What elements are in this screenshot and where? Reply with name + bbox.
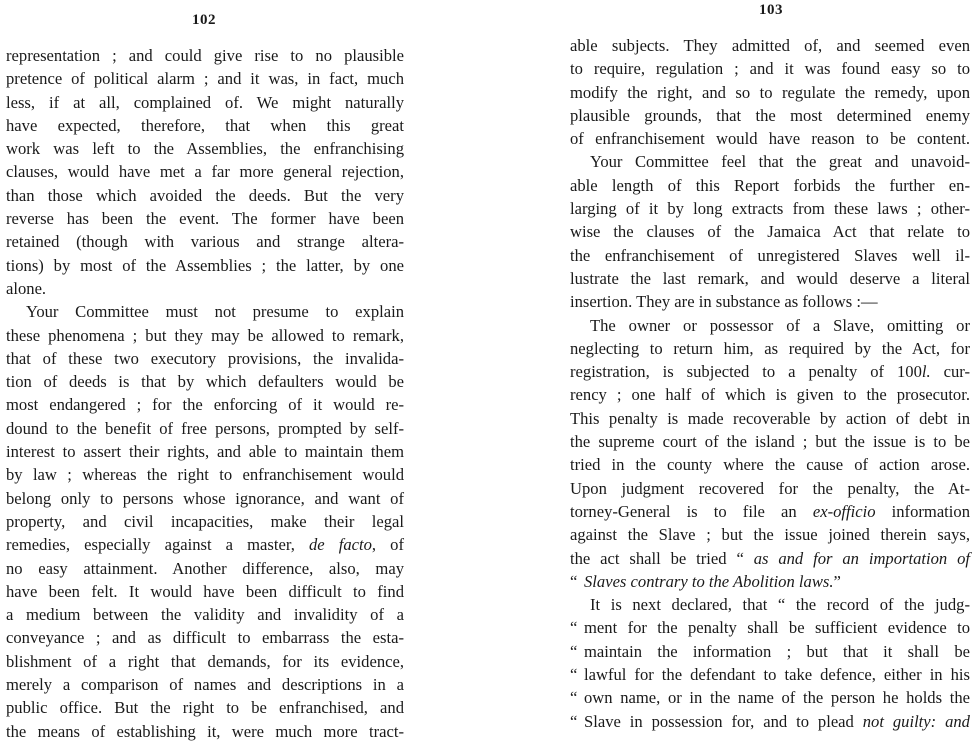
text-line: [570, 523, 970, 546]
line-text: wise the clauses of the Jamaica Act that relate to: [570, 222, 970, 242]
line-italic: ex-officio: [812, 501, 876, 521]
line-text: tion of deeds is that by which defaulters would be: [6, 372, 404, 392]
page-body-text: [570, 34, 970, 733]
text-line: [570, 220, 970, 243]
line-text: work was left to the Assemblies, the enfranchising: [6, 139, 404, 159]
line-text: able length of this Report forbids the further en-: [570, 175, 970, 195]
text-line: [6, 254, 404, 277]
text-line: [570, 34, 970, 57]
text-line: [6, 580, 404, 603]
text-line: [6, 44, 404, 67]
line-text: the supreme court of the island ; but the issue is to be: [570, 432, 970, 452]
line-text: public office. But the right to be enfranchised, and: [6, 698, 404, 718]
line-text: tions) by most of the Assemblies ; the latter, by one: [6, 255, 404, 275]
line-quote: “: [570, 571, 578, 591]
line-text: most endangered ; for the enforcing of it would re-: [6, 395, 404, 415]
line-italic: de facto: [308, 535, 372, 555]
line-pre: remedies, especially against a master,: [6, 535, 309, 555]
line-text: tried in the county where the cause of action arose.: [570, 455, 970, 475]
line-text: no easy attainment. Another difference, also, may: [6, 558, 404, 578]
text-line: [6, 696, 404, 719]
text-line: [6, 603, 404, 626]
text-line: [6, 160, 404, 183]
text-line: [6, 207, 404, 230]
line-pre: torney-General is to file an: [570, 501, 813, 521]
text-line: [6, 650, 404, 673]
line-italic: Slaves contrary to the Abolition laws.: [584, 571, 834, 591]
line-text: able subjects. They admitted of, and seemed even: [570, 36, 970, 55]
text-line: [570, 500, 970, 523]
line-quote: “: [570, 711, 578, 731]
text-line: [570, 290, 970, 313]
line-post: information: [875, 501, 970, 521]
text-line: [6, 91, 404, 114]
text-line: [570, 150, 970, 173]
text-line: [6, 347, 404, 370]
text-line: [570, 407, 970, 430]
line-text: reverse has been the event. The former have been: [6, 209, 404, 229]
text-line: [570, 453, 970, 476]
line-text: a medium between the validity and invalidity of a: [6, 605, 404, 625]
line-text: lustrate the last remark, and would deserve a literal: [570, 268, 970, 288]
text-line: [6, 440, 404, 463]
text-line: [6, 463, 404, 486]
line-text: against the Slave ; but the issue joined therein says,: [570, 525, 970, 545]
line-text: Your Committee feel that the great and unavoid-: [590, 152, 970, 172]
text-line: [570, 244, 970, 267]
text-line: [570, 360, 970, 383]
text-line: [570, 593, 970, 616]
text-line: [570, 174, 970, 197]
text-line: [570, 663, 970, 686]
text-line: [6, 533, 404, 556]
line-post: cur-: [930, 362, 970, 382]
text-line: [570, 686, 970, 709]
text-line: [6, 626, 404, 649]
line-text: property, and civil incapacities, make their legal: [6, 511, 404, 531]
line-text: these phenomena ; but they may be allowed to remark,: [6, 325, 404, 345]
text-line: [6, 137, 404, 160]
line-text: blishment of a right that demands, for its evidence,: [6, 651, 404, 671]
text-line: [570, 640, 970, 663]
text-line: [6, 720, 404, 743]
line-text: of enfranchisement would have reason to be content.: [570, 129, 970, 149]
line-text: clauses, would have met a far more general rejection,: [6, 162, 404, 182]
line-text: Your Committee must not presume to explain: [26, 302, 404, 322]
line-text: representation ; and could give rise to no plausible: [6, 46, 404, 65]
line-pre: the act shall be tried “: [570, 548, 754, 568]
line-italic: as and for an importation of: [753, 548, 971, 568]
text-line: [570, 570, 970, 593]
text-line: [570, 430, 970, 453]
text-line: [6, 300, 404, 323]
line-pre: Slave in possession for, and to plead: [584, 711, 863, 731]
line-text: Upon judgment recovered for the penalty, the At-: [570, 478, 970, 498]
line-text: the enfranchisement of unregistered Slaves well il-: [570, 245, 970, 265]
line-text: larging of it by long extracts from these laws ; other-: [570, 199, 970, 219]
text-line: [6, 673, 404, 696]
text-line: [570, 104, 970, 127]
line-post: ”: [833, 571, 841, 591]
right-page: [490, 0, 980, 749]
line-text: retained (though with various and strange altera-: [6, 232, 404, 252]
text-line: [570, 477, 970, 500]
text-line: [6, 114, 404, 137]
line-text: interest to assert their rights, and able to maintain them: [6, 442, 404, 462]
line-text: neglecting to return him, as required by the Act, for: [570, 338, 970, 358]
text-line: [570, 383, 970, 406]
line-text: insertion. They are in substance as follows :—: [570, 292, 878, 312]
line-text: maintain the information ; but that it shall be: [584, 641, 970, 661]
line-text: to require, regulation ; and it was found easy so to: [570, 59, 970, 79]
line-italic: l.: [921, 362, 931, 382]
line-text: merely a comparison of names and descriptions in a: [6, 675, 404, 695]
line-text: dound to the benefit of free persons, prompted by self-: [6, 418, 404, 438]
text-line: [570, 547, 970, 570]
line-text: that of these two executory provisions, the invalida-: [6, 348, 404, 368]
line-quote: “: [570, 618, 578, 638]
page-number: 102: [192, 12, 216, 28]
text-line: [570, 197, 970, 220]
line-text: than those which avoided the deeds. But the very: [6, 185, 404, 205]
text-line: [6, 557, 404, 580]
text-line: [570, 57, 970, 80]
line-text: alone.: [6, 278, 47, 298]
line-text: less, if at all, complained of. We might naturally: [6, 92, 404, 112]
text-line: [6, 67, 404, 90]
text-line: [6, 230, 404, 253]
text-line: [6, 277, 404, 300]
line-quote: “: [570, 641, 578, 661]
page-number: 103: [759, 2, 783, 18]
line-text: belong only to persons whose ignorance, and want of: [6, 488, 404, 508]
text-line: [570, 616, 970, 639]
line-text: have been felt. It would have been difficult to find: [6, 581, 404, 601]
line-text: This penalty is made recoverable by action of debt in: [570, 408, 970, 428]
page-body-text: [6, 44, 404, 743]
line-text: the means of establishing it, were much more tract-: [6, 721, 404, 741]
text-line: [570, 81, 970, 104]
text-line: [6, 184, 404, 207]
text-line: [570, 710, 970, 733]
line-text: modify the right, and so to regulate the remedy, upon: [570, 82, 970, 102]
line-quote: “: [570, 688, 578, 708]
text-line: [570, 267, 970, 290]
text-line: [6, 417, 404, 440]
line-text: rency ; one half of which is given to the prosecutor.: [570, 385, 970, 405]
line-text: lawful for the defendant to take defence, either in his: [584, 665, 970, 685]
line-italic: not guilty: and: [862, 711, 970, 731]
text-line: [570, 127, 970, 150]
text-line: [570, 337, 970, 360]
line-text: plausible grounds, that the most determined enemy: [570, 105, 970, 125]
line-text: It is next declared, that “ the record of the judg-: [590, 595, 970, 615]
line-quote: “: [570, 665, 578, 685]
line-text: have expected, therefore, that when this great: [6, 115, 404, 135]
line-text: ment for the penalty shall be sufficient evidence to: [584, 618, 970, 638]
text-line: [6, 393, 404, 416]
line-pre: registration, is subjected to a penalty of 100: [570, 362, 922, 382]
text-line: [6, 324, 404, 347]
text-line: [6, 510, 404, 533]
line-text: own name, or in the name of the person he holds the: [584, 688, 970, 708]
line-text: by law ; whereas the right to enfranchisement would: [6, 465, 404, 485]
line-text: pretence of political alarm ; and it was, in fact, much: [6, 69, 404, 89]
text-line: [570, 314, 970, 337]
line-post: , of: [371, 535, 404, 555]
line-text: The owner or possessor of a Slave, omitting or: [590, 315, 970, 335]
text-line: [6, 370, 404, 393]
line-text: conveyance ; and as difficult to embarrass the esta-: [6, 628, 404, 648]
text-line: [6, 487, 404, 510]
